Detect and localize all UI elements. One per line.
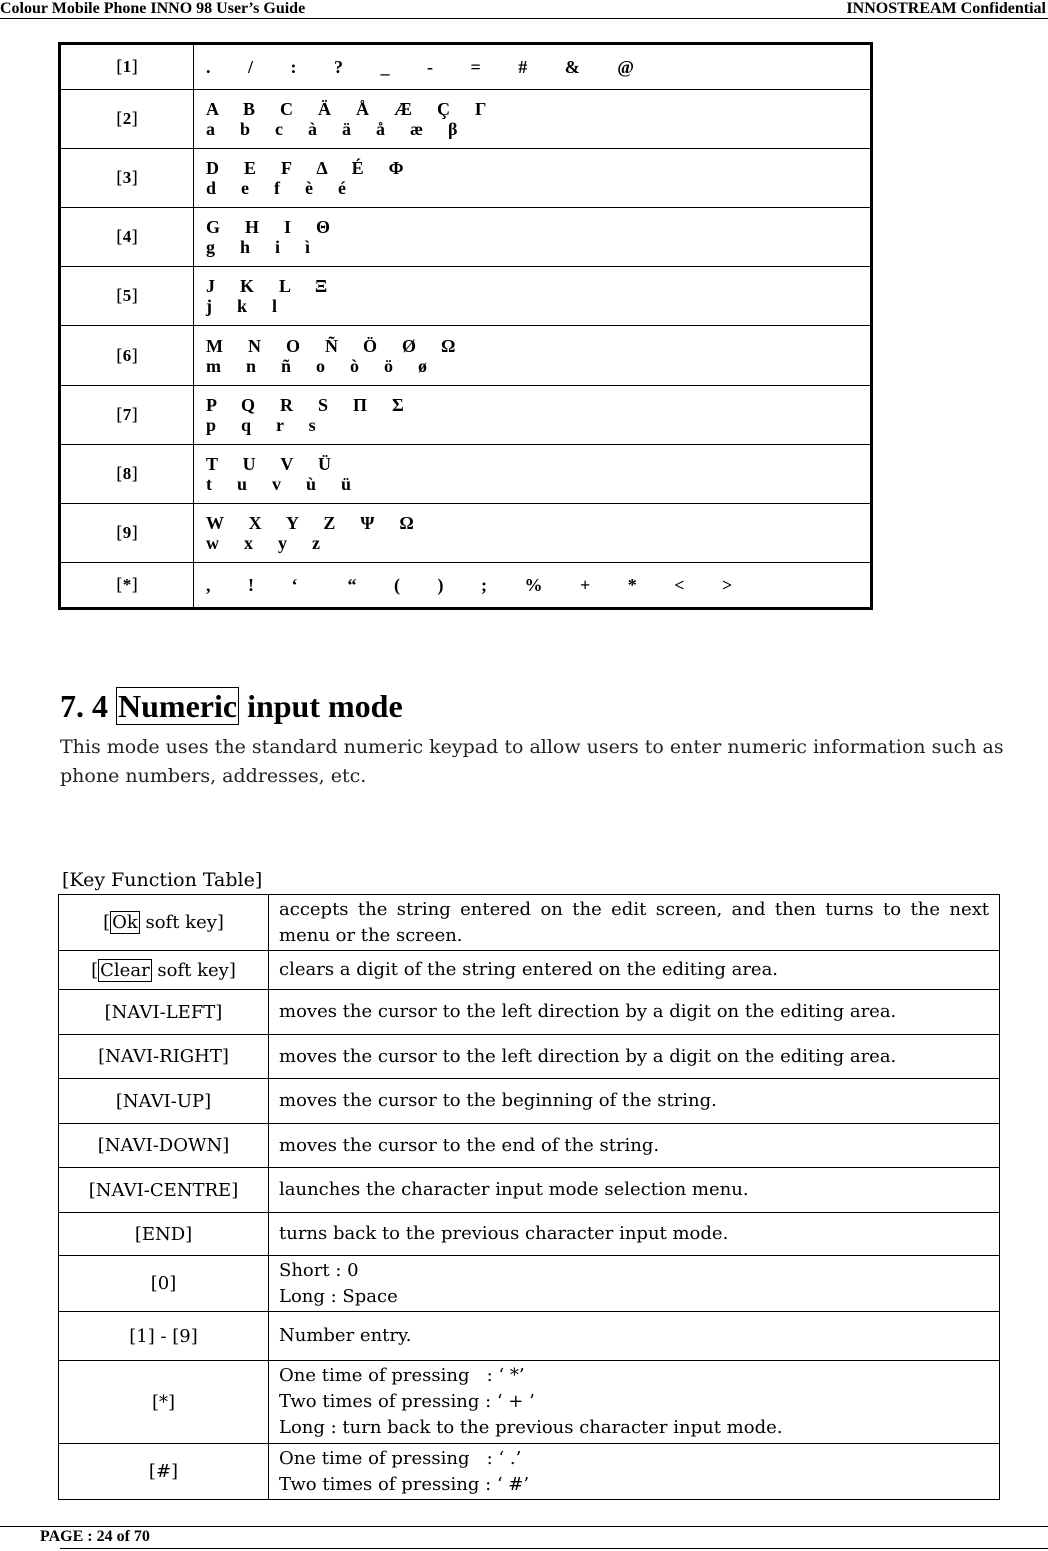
key-table-caption: [Key Function Table] [62,869,263,891]
key-cell: [NAVI-UP] [59,1079,269,1124]
char-key: [5] [60,267,194,326]
char-key: [*] [60,563,194,609]
desc-cell: turns back to the previous character input mode. [269,1213,1000,1256]
char-row-8 [60,445,872,504]
key-cell: [NAVI-RIGHT] [59,1035,269,1079]
key-cell: [1] - [9] [59,1312,269,1361]
table-row [59,1213,1000,1256]
section-heading: 7. 4 Numeric input mode [60,688,403,724]
key-cell: [#] [59,1444,269,1500]
desc-cell: moves the cursor to the beginning of the string. [269,1079,1000,1124]
desc-cell: moves the cursor to the left direction by a digit on the editing area. [269,990,1000,1035]
footer-rule [0,1526,1048,1527]
char-values: M N O Ñ Ö Ø Ω m n ñ o ò ö ø [194,326,872,386]
char-values: T U V Ü t u v ù ü [194,445,872,504]
char-row-2 [60,90,872,149]
section-intro: This mode uses the standard numeric keypad to allow users to enter numeric information such as phone numbers, addresses, etc. [60,736,1004,787]
char-key: [4] [60,208,194,267]
char-key: [7] [60,386,194,445]
desc-cell: One time of pressing : ‘ *’ Two times of pressing : ‘ + ’ Long : turn back to the previous character input mode. [269,1361,1000,1444]
desc-cell: One time of pressing : ‘ .’ Two times of pressing : ‘ #’ [269,1444,1000,1500]
char-row-1 [60,44,872,90]
char-row-4 [60,208,872,267]
table-row [59,1035,1000,1079]
char-row-5 [60,267,872,326]
char-row-7 [60,386,872,445]
section-heading-boxed-word: Numeric [118,688,238,724]
key-cell: [NAVI-DOWN] [59,1124,269,1168]
character-map-table [58,42,873,610]
desc-cell: Short : 0 Long : Space [269,1256,1000,1312]
char-key: [2] [60,90,194,149]
page-number: PAGE : 24 of 70 [40,1528,150,1545]
char-values: . / : ? _ - = # & @ [194,44,872,90]
char-values: J K L Ξ j k l [194,267,872,326]
table-row [59,1168,1000,1213]
key-cell: [ Ok soft key] [59,895,269,951]
char-key: [8] [60,445,194,504]
table-row [59,895,1000,951]
char-values: , ! ‘ “ ( ) ; % + * < > [194,563,872,609]
char-row-3 [60,149,872,208]
table-row [59,1124,1000,1168]
table-row [59,1444,1000,1500]
char-values: D E F Δ É Φ d e f è é [194,149,872,208]
header-title: Colour Mobile Phone INNO 98 User’s Guide [0,0,306,17]
key-cell: [NAVI-LEFT] [59,990,269,1035]
table-row [59,951,1000,990]
char-key: [6] [60,326,194,386]
header-confidential: INNOSTREAM Confidential [846,0,1046,17]
table-row [59,1312,1000,1361]
key-cell: [NAVI-CENTRE] [59,1168,269,1213]
key-cell: [END] [59,1213,269,1256]
header-rule [0,18,1048,19]
desc-cell: clears a digit of the string entered on the editing area. [269,951,1000,990]
char-row-star [60,563,872,609]
table-row [59,1361,1000,1444]
char-values: W X Y Z Ψ Ω w x y z [194,504,872,563]
key-function-table [58,894,1000,1500]
char-key: [1] [60,44,194,90]
char-values: G H I Θ g h i ì [194,208,872,267]
key-cell: [0] [59,1256,269,1312]
desc-cell: moves the cursor to the left direction by a digit on the editing area. [269,1035,1000,1079]
char-values: A B C Ä Å Æ Ç Γ a b c à ä å æ β [194,90,872,149]
char-key: [3] [60,149,194,208]
table-row [59,990,1000,1035]
char-row-6 [60,326,872,386]
key-cell: [ Clear soft key] [59,951,269,990]
char-row-9 [60,504,872,563]
char-values: P Q R S Π Σ p q r s [194,386,872,445]
desc-cell: Number entry. [269,1312,1000,1361]
char-key: [9] [60,504,194,563]
table-row [59,1079,1000,1124]
footer-rule-bottom [60,1548,1048,1549]
desc-cell: moves the cursor to the end of the string. [269,1124,1000,1168]
table-row [59,1256,1000,1312]
key-cell: [*] [59,1361,269,1444]
desc-cell: accepts the string entered on the edit screen, and then turns to the next menu or the screen. [269,895,1000,951]
desc-cell: launches the character input mode selection menu. [269,1168,1000,1213]
